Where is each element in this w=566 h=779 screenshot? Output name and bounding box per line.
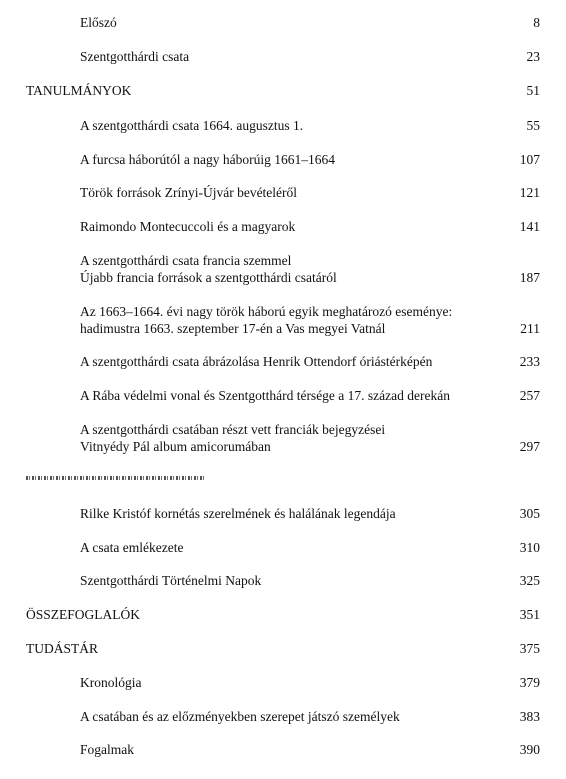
toc-entry-title-line: A furcsa háborútól a nagy háborúig 1661–1664	[80, 152, 335, 167]
toc-entry-title	[80, 184, 297, 201]
toc-entry-title-line: Szentgotthárdi csata	[80, 49, 190, 64]
toc-entry-page-number: 187	[519, 270, 540, 285]
toc-entry-title-line: Az 1663–1664. évi nagy török háború egyik meghatározó eseménye:	[80, 304, 453, 319]
toc-entry-title	[80, 303, 452, 337]
toc-entry-page-number: 211	[520, 321, 540, 336]
toc-entry-page-number: 8	[533, 15, 540, 30]
toc-entry-page-number: 305	[519, 506, 540, 521]
toc-entry-title-line: A csata emlékezete	[80, 540, 184, 555]
toc-entry-page-number: 55	[526, 118, 540, 133]
toc-entry-title-line: Raimondo Montecuccoli és a magyarok	[80, 219, 296, 234]
toc-entry-page-number: 23	[526, 49, 540, 64]
toc-entry-title-line: TANULMÁNYOK	[26, 83, 132, 98]
toc-entry-title-line: ÖSSZEFOGLALÓK	[26, 607, 141, 622]
toc-entry-title-line: Török források Zrínyi-Újvár bevételéről	[80, 185, 298, 200]
toc-entry-title	[26, 82, 131, 99]
toc-entry-title	[80, 14, 117, 31]
toc-entry-title-line: Szentgotthárdi Történelmi Napok	[80, 573, 262, 588]
toc-entry-title	[80, 674, 142, 691]
toc-entry-page-number: 121	[519, 185, 540, 200]
toc-entry-title	[80, 539, 183, 556]
toc-entry-title	[80, 353, 432, 370]
toc-entry-title	[26, 640, 98, 657]
toc-entry-title-line: Rilke Kristóf kornétás szerelmének és halálának legendája	[80, 506, 396, 521]
toc-entry-page-number: 383	[519, 709, 540, 724]
toc-entry-title-line: Előszó	[80, 15, 117, 30]
toc-entry-title-line: Kronológia	[80, 675, 142, 690]
toc-entry-title-line: Vitnyédy Pál album amicorumában	[80, 439, 271, 454]
toc-entry-page-number: 233	[519, 354, 540, 369]
toc-entry-title	[80, 387, 450, 404]
toc-entry-page-number: 310	[519, 540, 540, 555]
toc-entry-title	[80, 117, 303, 134]
toc-entry-title	[80, 218, 295, 235]
toc-entry-page-number: 297	[519, 439, 540, 454]
toc-entry-page-number: 379	[519, 675, 540, 690]
toc-entry-title	[80, 421, 385, 455]
toc-entry-title-line: A Rába védelmi vonal és Szentgotthárd térsége a 17. század derekán	[80, 388, 450, 403]
toc-entry-title	[80, 708, 400, 725]
toc-entry-title-line: TUDÁSTÁR	[26, 641, 99, 656]
toc-entry-title-line: Újabb francia források a szentgotthárdi csatáról	[80, 270, 337, 285]
toc-entry-title-line: hadimustra 1663. szeptember 17-én a Vas megyei Vatnál	[80, 321, 386, 336]
toc-entry-title	[80, 505, 396, 522]
toc-entry-page-number: 51	[526, 83, 540, 98]
toc-entry-title	[80, 741, 134, 758]
toc-entry-page-number: 351	[519, 607, 540, 622]
toc-entry-title-line: Fogalmak	[80, 742, 134, 757]
toc-entry-title-line: A szentgotthárdi csata ábrázolása Henrik Ottendorf óriástérképén	[80, 354, 433, 369]
toc-entry-title	[80, 572, 261, 589]
toc-entry-page-number: 141	[519, 219, 540, 234]
toc-entry-page-number: 257	[519, 388, 540, 403]
toc-entry-title	[80, 48, 189, 65]
toc-entry-title-line: A csatában és az előzményekben szerepet játszó személyek	[80, 709, 400, 724]
toc-entry-title	[80, 151, 335, 168]
toc-entry-page-number: 375	[519, 641, 540, 656]
toc-entry-title-line: A szentgotthárdi csatában részt vett franciák bejegyzései	[80, 422, 386, 437]
toc-entry-title-line: A szentgotthárdi csata francia szemmel	[80, 253, 292, 268]
section-divider	[26, 476, 206, 480]
toc-entry-page-number: 390	[519, 742, 540, 757]
toc-entry-title-line: A szentgotthárdi csata 1664. augusztus 1.	[80, 118, 304, 133]
toc-entry-page-number: 107	[519, 152, 540, 167]
toc-entry-title	[26, 606, 140, 623]
toc-entry-page-number: 325	[519, 573, 540, 588]
toc-entry-title	[80, 252, 337, 286]
